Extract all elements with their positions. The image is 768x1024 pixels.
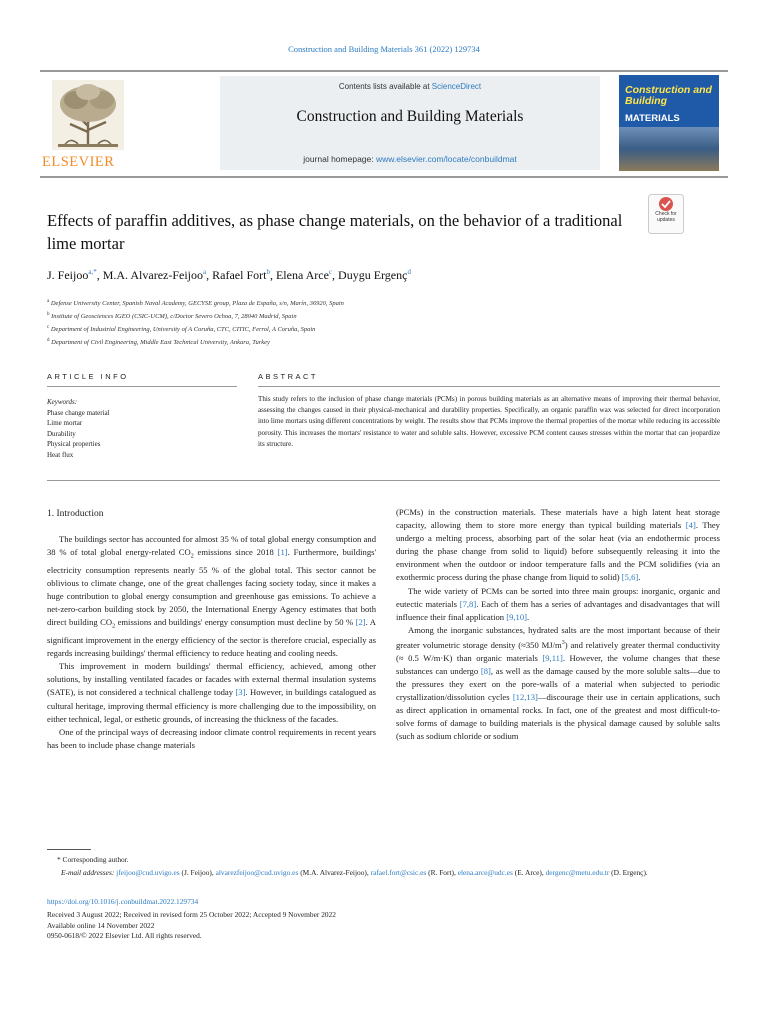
footnotes — [47, 853, 727, 879]
keyword: Lime mortar — [47, 419, 83, 427]
body-column-right — [396, 506, 720, 744]
sciencedirect-link[interactable]: ScienceDirect — [431, 82, 482, 91]
paper-title: Effects of paraffin additives, as phase change materials, on the behavior of a traditional lime mortar — [47, 211, 623, 253]
author[interactable]: J. Feijoo — [47, 268, 89, 282]
header-banner — [40, 72, 688, 176]
author-list: J. Feijoo$^{a,*}$, M.A. Alvarez-Feijoo$^a$, Rafael Fort$^b$, Elena Arce$^c$, Duygu Ergenç$^d$ — [47, 268, 411, 282]
affiliation: $^a$ Defense University Center, Spanish Naval Academy, GECYSE group, Plaza de España, s/n, Marín, 36920, Spain — [47, 299, 344, 308]
affiliation: $^c$ Department of Industrial Engineering, University of A Coruña, CTC, CITIC, Ferrol, A Coruña, Spain — [47, 325, 316, 334]
contents-line: Contents lists available at ScienceDirect — [338, 82, 482, 91]
check-for-updates-label[interactable]: Check for updates — [655, 211, 677, 223]
issn-copyright: 0950-0618/© 2022 Elsevier Ltd. All rights reserved. — [47, 931, 202, 940]
keyword: Heat flux — [47, 450, 74, 459]
cover-photo — [619, 127, 719, 171]
author[interactable]: Rafael Fort — [212, 268, 267, 282]
author[interactable]: M.A. Alvarez-Feijoo — [102, 268, 204, 282]
paragraph: This improvement in modern buildings' thermal efficiency, achieved, among other solutions, by installing ventilated facades or facades with external thermal insulation systems (SATE), is not considered a technical challenge today [3]. However, in buildings catalogued as cultural heritage, improving thermal efficiency is more challenging due to the impossibility, on either technical, legal, or esthetic grounds, of increasing the thickness of the facades. — [47, 661, 377, 724]
section-heading-introduction: 1. Introduction — [47, 509, 104, 519]
divider — [258, 386, 720, 387]
keyword: Phase change material — [47, 408, 110, 417]
email-link[interactable]: rafael.fort@csic.es — [370, 868, 427, 877]
journal-homepage-link[interactable]: www.elsevier.com/locate/conbuildmat — [375, 154, 517, 164]
affiliation: $^b$ Institute of Geosciences IGEO (CSIC-UCM), c/Doctor Severo Ochoa, 7, 28040 Madrid, Spain — [47, 312, 297, 321]
paragraph: One of the principal ways of decreasing indoor climate control requirements in recent years has been to include phase change materials — [47, 726, 376, 750]
author[interactable]: Elena Arce — [275, 268, 329, 282]
author[interactable]: Duygu Ergenç — [338, 268, 408, 282]
journal-homepage-line: journal homepage: www.elsevier.com/locate/conbuildmat — [303, 154, 517, 164]
divider — [47, 386, 237, 387]
keywords-label: Keywords: — [47, 398, 78, 406]
email-link[interactable]: alvarezfeijoo@cud.uvigo.es — [215, 868, 299, 877]
journal-header — [40, 70, 728, 178]
divider — [47, 480, 720, 481]
elsevier-wordmark: ELSEVIER — [42, 154, 115, 170]
cover-title: Construction and Building — [625, 84, 712, 107]
email-addresses: E-mail addresses: jfeijoo@cud.uvigo.es (J. Feijoo), alvarezfeijoo@cud.uvigo.es (M.A. Alvarez-Feijoo), rafael.fort@csic.es (R. Fort), elena.arce@udc.es (E. Arce), dergenc@metu.edu.tr (D. Ergenç). — [61, 868, 648, 877]
article-info-heading: ARTICLE INFO — [47, 372, 129, 381]
paragraph: The wide variety of PCMs can be sorted into three main groups: inorganic, organic and eutectic materials [7,8]. Each of them has a series of advantages and disadvantages that will influence their final application [9,10]. — [396, 585, 720, 622]
corresponding-author-note: * Corresponding author. — [57, 855, 129, 864]
affiliations — [47, 296, 727, 349]
keyword: Durability — [47, 429, 76, 438]
keyword: Physical properties — [47, 440, 101, 448]
paragraph: Among the inorganic substances, hydrated salts are the most important because of their greater volumetric storage density (≈350 $MJ/m^3$) and relatively greater thermal conductivity (≈ 0.5 W/m·K) than organic materials [9,11]. However, the volume changes that these substances can undergo [8], as well as the damage caused by the more soluble salts—due to the pressures they exert on the pore-walls of a material when subjected to periodic crystallization/dissolution cycles [12,13]—discourage their use in certain applications, such as direct application in ornamental rocks. In fact, one of the greatest and most difficult-to-solve forms of damage to building materials is the physical damage caused by soluble salts (such as sodium chloride or sodium — [396, 624, 721, 742]
doi-link[interactable]: https://doi.org/10.1016/j.conbuildmat.2022.129734 — [47, 897, 199, 906]
paragraph: (PCMs) in the construction materials. These materials have a high latent heat storage capacity, allowing them to store more energy than typical building materials [4]. They undergo a melting process, absorbing part of the solar heat (via an endothermic process during the phase change from solid to liquid) before subsequently releasing it into the environment when the outdoor or indoor temperature falls and the PCM solidifies (via an exothermic process during the phase change from liquid to solid) [5,6]. — [396, 507, 720, 583]
journal-citation-link[interactable]: Construction and Building Materials 361 (2022) 129734 — [288, 44, 480, 54]
journal-cover-image — [619, 75, 719, 171]
abstract-heading: ABSTRACT — [258, 372, 319, 381]
keywords-block — [47, 397, 237, 460]
affiliation: $^d$ Department of Civil Engineering, Middle East Technical University, Ankara, Turkey — [47, 338, 270, 347]
received-dates: Received 3 August 2022; Received in revised form 25 October 2022; Accepted 9 November 2022 — [47, 910, 336, 919]
available-online: Available online 14 November 2022 — [47, 921, 155, 930]
email-link[interactable]: jfeijoo@cud.uvigo.es — [116, 868, 180, 877]
footnote-divider — [47, 849, 91, 850]
abstract-text: This study refers to the inclusion of phase change materials (PCMs) in porous building materials as an alternative means of improving their thermal behavior, assessing the changes caused in their physical-mechanical and durability properties. Specifically, an organic paraffin wax was selected for direct incorporation into lime mortars using different concentrations by weight. The results show that PCMs improve the thermal properties of the mortar while reducing its accessible porosity. This increases the mortars' resistance to water and soluble salts. However, excessive PCM content causes stresses within the mortar that can jeopardize its structure. — [258, 395, 720, 448]
article-metadata — [47, 895, 727, 941]
email-link[interactable]: dergenc@metu.edu.tr — [545, 868, 610, 877]
journal-title: Construction and Building Materials — [296, 108, 524, 125]
paragraph: The buildings sector has accounted for almost 35 % of total global energy consumption and 38 % of total global energy-related $CO_2$ emissions since 2018 [1]. Furthermore, buildings' electricity consumption represents nearly 55 % of the global total. This sector cannot be oblivious to climate change, one of the great challenges facing society today, since it makes a huge contribution to global energy consumption and greenhouse gas emissions. To achieve a net-zero-carbon building stock by 2050, the International Energy Agency estimates that both direct building $CO_2$ emissions and buildings' energy consumption must decline by 50 % [2]. A significant improvement in the energy efficiency of the sector is therefore crucial, especially as regards increasing buildings' thermal efficiency to reduce heating and cooling needs. — [47, 534, 377, 659]
body-column-left — [47, 533, 376, 752]
cover-subtitle: MATERIALS — [625, 113, 680, 124]
email-link[interactable]: elena.arce@udc.es — [457, 868, 513, 877]
